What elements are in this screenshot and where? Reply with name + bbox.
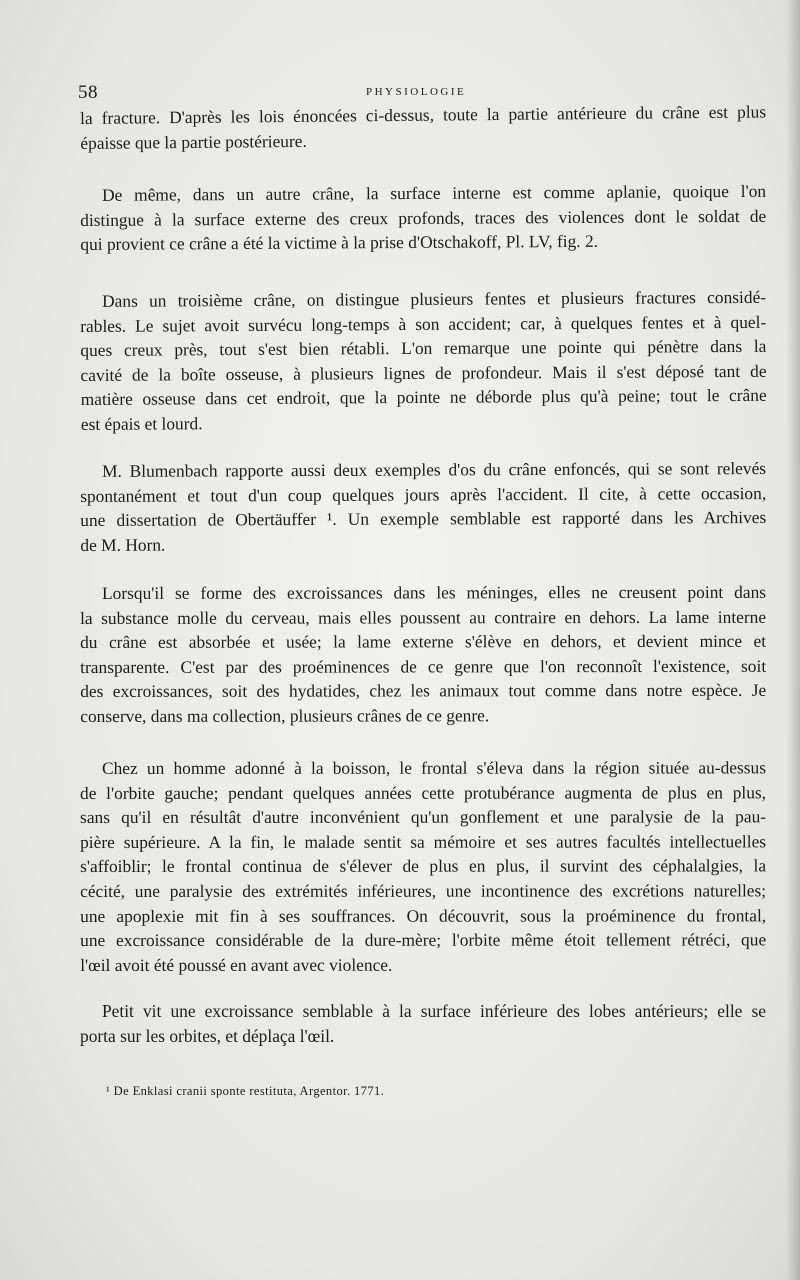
text-line: ques creux près, tout s'est bien rétabli. L'on remarque une pointe qui pénètre dans la: [80, 335, 767, 361]
text-line: sans qu'il en résultât d'autre inconvénient qu'un gonflement et une paralysie de la pau-: [80, 806, 767, 828]
text-line: des excroissances, soit des hydatides, chez les animaux tout comme dans notre espèce. Je: [80, 680, 767, 702]
text-line: l'œil avoit été poussé en avant avec violence.: [80, 954, 393, 975]
text-line: Chez un homme adonné à la boisson, le frontal s'éleva dans la région située au-dessus: [102, 757, 767, 778]
paragraph-2: [80, 179, 766, 257]
text-line: est épais et lourd.: [80, 413, 203, 434]
text-line: matière osseuse dans cet endroit, que la pointe ne déborde plus qu'à peine; tout le crâne: [80, 385, 767, 410]
paragraph-3: [80, 285, 767, 437]
text-line: la substance molle du cerveau, mais elles poussent au contraire en dehors. La lame interne: [80, 606, 767, 628]
text-line: distingue à la surface externe des creux profonds, traces des violences dont le soldat de: [80, 205, 767, 230]
running-title: PHYSIOLOGIE: [366, 86, 467, 98]
text-line: Lorsqu'il se forme des excroissances dans les méninges, elles ne creusent point dans: [102, 581, 767, 603]
text-line: Dans un troisième crâne, on distingue plusieurs fentes et plusieurs fractures considé-: [102, 286, 767, 311]
text-line: une apoplexie mit fin à ses souffrances. On découvrit, sous la proéminence du frontal,: [80, 904, 767, 926]
text-line: cécité, une paralysie des extrémités inférieures, une incontinence des excrétions naturelles;: [80, 880, 767, 901]
text-line: de M. Horn.: [80, 534, 166, 555]
text-line: transparente. C'est par des proéminences de ce genre que l'on reconnoît l'existence, soit: [80, 655, 767, 677]
page-edge-shadow: [786, 0, 800, 1280]
text-line: une dissertation de Obertäuffer ¹. Un exemple semblable est rapporté dans les Archives: [80, 507, 767, 531]
text-line: M. Blumenbach rapporte aussi deux exemples d'os du crâne enfoncés, qui se sont relevés: [102, 458, 767, 481]
paragraph-5: [80, 580, 766, 729]
text-line: du crâne est absorbée et usée; la lame externe s'élève en dehors, et devient mince et: [80, 630, 767, 653]
page-number: 58: [78, 82, 98, 103]
text-line: porta sur les orbites, et déplaça l'œil.: [80, 1025, 335, 1046]
text-line: qui provient ce crâne a été la victime à la prise d'Otschakoff, Pl. LV, fig. 2.: [80, 231, 599, 255]
text-line: s'affoiblir; le frontal continua de s'élever de plus en plus, il survint des céphalalgies, la: [80, 855, 767, 877]
text-line: une excroissance considérable de la dure-mère; l'orbite même étoit tellement rétréci, que: [80, 929, 767, 951]
paragraph-7: [80, 999, 766, 1048]
text-line: cavité de la boîte osseuse, à plusieurs lignes de profondeur. Mais il s'est déposé tant de: [80, 360, 767, 385]
paragraph-6: [80, 755, 766, 977]
text-line: rables. Le sujet avoit survécu long-temps à son accident; car, à quelques fentes et à quel-: [80, 311, 767, 336]
text-line: De même, dans un autre crâne, la surface interne est comme aplanie, quoique l'on: [102, 180, 767, 205]
footnote: ¹ De Enklasi cranii sponte restituta, Argentor. 1771.: [106, 1084, 385, 1098]
text-line: Petit vit une excroissance semblable à la surface inférieure des lobes antérieurs; elle se: [102, 1001, 766, 1021]
text-line: la fracture. D'après les lois énoncées ci-dessus, toute la partie antérieure du crâne est plus: [80, 101, 767, 128]
paragraph-1: [80, 99, 766, 155]
text-line: spontanément et tout d'un coup quelques jours après l'accident. Il cite, à cette occasion,: [80, 482, 767, 506]
text-line: conserve, dans ma collection, plusieurs crânes de ce genre.: [80, 705, 490, 726]
text-line: de l'orbite gauche; pendant quelques années cette protubérance augmenta de plus en plus,: [80, 781, 767, 803]
paragraph-4: [80, 456, 766, 557]
text-line: pière supérieure. A la fin, le malade sentit sa mémoire et ses autres facultés intellectuelles: [80, 831, 767, 852]
text-line: épaisse que la partie postérieure.: [80, 130, 307, 153]
